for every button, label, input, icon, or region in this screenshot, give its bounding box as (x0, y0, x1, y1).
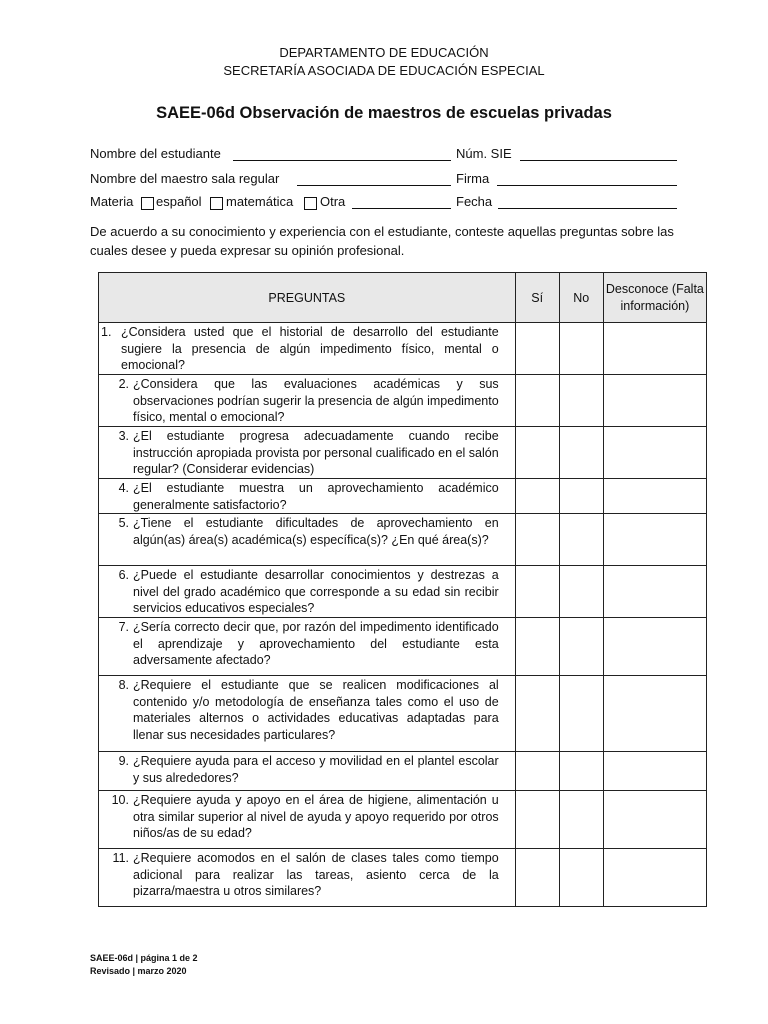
answer-yes-cell[interactable] (515, 375, 559, 427)
question-row (99, 427, 707, 479)
question-text: ¿Considera que las evaluaciones académicas y sus observaciones podrían sugerir la presencia de algún impedimento físico, mental o emocional? (133, 377, 499, 424)
signature-field[interactable] (497, 173, 677, 186)
spanish-checkbox[interactable] (141, 197, 154, 210)
answer-unknown-cell[interactable] (603, 566, 706, 618)
question-number: 6. (118, 568, 129, 582)
other-label: Otra (320, 194, 346, 209)
answer-yes-cell[interactable] (515, 618, 559, 676)
question-text: ¿Requiere ayuda y apoyo en el área de higiene, alimentación u otra similar superior al nivel de ayuda y apoyo requerido por otros niños/as de su edad? (133, 793, 499, 840)
question-number: 4. (118, 481, 129, 495)
date-field[interactable] (498, 196, 677, 209)
form-title: SAEE-06d Observación de maestros de escuelas privadas (156, 104, 612, 122)
question-text: ¿Considera usted que el historial de desarrollo del estudiante sugiere la presencia de algún impedimento físico, mental o emocional? (121, 325, 499, 372)
question-text: ¿Puede el estudiante desarrollar conocimientos y destrezas a nivel del grado académico que corresponde a su edad sin recibir servicios educativos especiales? (133, 568, 499, 615)
answer-yes-cell[interactable] (515, 791, 559, 849)
question-text: ¿El estudiante muestra un aprovechamiento académico generalmente satisfactorio? (133, 481, 499, 512)
subject-row (90, 194, 690, 212)
question-row (99, 375, 707, 427)
question-row (99, 676, 707, 752)
student-name-label: Nombre del estudiante (90, 146, 221, 161)
answer-unknown-cell[interactable] (603, 618, 706, 676)
question-cell (99, 618, 516, 676)
question-text: ¿El estudiante progresa adecuadamente cuando recibe instrucción apropiada provista por personal cualificado en el salón regular? (Considerar evidencias) (133, 429, 499, 476)
signature-label: Firma (456, 171, 490, 186)
question-row (99, 514, 707, 566)
department-heading: DEPARTAMENTO DE EDUCACIÓN (279, 45, 489, 60)
question-number: 1. (101, 325, 112, 339)
question-cell (99, 676, 516, 752)
math-label: matemática (226, 194, 294, 209)
question-cell (99, 375, 516, 427)
question-number: 10. (111, 793, 129, 807)
table-header-row (99, 273, 707, 323)
question-cell (99, 566, 516, 618)
question-cell (99, 323, 516, 375)
answer-no-cell[interactable] (559, 427, 603, 479)
question-row (99, 618, 707, 676)
teacher-name-field[interactable] (297, 173, 451, 186)
question-number: 11. (112, 851, 129, 865)
answer-no-cell[interactable] (559, 514, 603, 566)
question-text: ¿Requiere ayuda para el acceso y movilidad en el plantel escolar y sus alrededores? (133, 754, 499, 785)
question-number: 7. (118, 620, 129, 634)
answer-unknown-cell[interactable] (603, 676, 706, 752)
answer-unknown-cell[interactable] (603, 849, 706, 907)
footer-revised: Revisado | marzo 2020 (90, 966, 187, 976)
secretariat-heading: SECRETARÍA ASOCIADA DE EDUCACIÓN ESPECIAL (223, 63, 545, 78)
question-number: 2. (118, 377, 129, 391)
footer-page: SAEE-06d | página 1 de 2 (90, 953, 198, 963)
question-text: ¿Requiere acomodos en el salón de clases tales como tiempo adicional para realizar las tareas, asiento cerca de la pizarra/maestra u otros similares? (133, 851, 499, 898)
date-label: Fecha (456, 194, 493, 209)
question-number: 8. (118, 678, 129, 692)
answer-yes-cell[interactable] (515, 676, 559, 752)
question-number: 5. (118, 516, 129, 530)
question-row (99, 566, 707, 618)
student-name-field[interactable] (233, 148, 451, 161)
question-row (99, 849, 707, 907)
teacher-name-row (90, 171, 690, 189)
answer-no-cell[interactable] (559, 323, 603, 375)
question-row (99, 323, 707, 375)
question-row (99, 752, 707, 791)
answer-unknown-cell[interactable] (603, 427, 706, 479)
header-questions: PREGUNTAS (99, 273, 516, 323)
answer-no-cell[interactable] (559, 791, 603, 849)
questions-table (98, 272, 707, 907)
answer-unknown-cell[interactable] (603, 791, 706, 849)
answer-yes-cell[interactable] (515, 752, 559, 791)
question-cell (99, 479, 516, 514)
answer-yes-cell[interactable] (515, 479, 559, 514)
sie-number-label: Núm. SIE (456, 146, 512, 161)
answer-no-cell[interactable] (559, 618, 603, 676)
answer-unknown-cell[interactable] (603, 752, 706, 791)
answer-no-cell[interactable] (559, 375, 603, 427)
question-text: ¿Requiere el estudiante que se realicen modificaciones al contenido y/o metodología de enseñanza tales como el uso de materiales alternos o actividades educativas adaptadas para llenar sus necesidades particulares? (133, 678, 499, 742)
question-cell (99, 427, 516, 479)
question-cell (99, 514, 516, 566)
answer-no-cell[interactable] (559, 566, 603, 618)
header-yes: Sí (515, 273, 559, 323)
math-checkbox[interactable] (210, 197, 223, 210)
other-checkbox[interactable] (304, 197, 317, 210)
subject-label: Materia (90, 194, 134, 209)
sie-number-field[interactable] (520, 148, 677, 161)
answer-no-cell[interactable] (559, 479, 603, 514)
answer-unknown-cell[interactable] (603, 323, 706, 375)
question-row (99, 791, 707, 849)
answer-unknown-cell[interactable] (603, 514, 706, 566)
answer-no-cell[interactable] (559, 849, 603, 907)
question-text: ¿Sería correcto decir que, por razón del impedimento identificado el aprendizaje y aprovechamiento del estudiante esta adversamente afectado? (133, 620, 499, 667)
question-cell (99, 752, 516, 791)
question-cell (99, 849, 516, 907)
answer-yes-cell[interactable] (515, 566, 559, 618)
teacher-name-label: Nombre del maestro sala regular (90, 171, 280, 186)
answer-no-cell[interactable] (559, 752, 603, 791)
question-row (99, 479, 707, 514)
answer-unknown-cell[interactable] (603, 375, 706, 427)
instructions-paragraph: De acuerdo a su conocimiento y experiencia con el estudiante, conteste aquellas preguntas sobre las cuales desee y pueda expresar su opinión profesional. (90, 224, 674, 258)
answer-no-cell[interactable] (559, 676, 603, 752)
question-text: ¿Tiene el estudiante dificultades de aprovechamiento en algún(as) área(s) académica(s) específica(s)? ¿En qué área(s)? (133, 516, 499, 547)
answer-yes-cell[interactable] (515, 323, 559, 375)
answer-yes-cell[interactable] (515, 514, 559, 566)
student-name-row (90, 146, 690, 164)
answer-yes-cell[interactable] (515, 427, 559, 479)
question-number: 3. (118, 429, 129, 443)
spanish-label: español (156, 194, 202, 209)
answer-yes-cell[interactable] (515, 849, 559, 907)
header-no: No (559, 273, 603, 323)
question-number: 9. (118, 754, 129, 768)
question-cell (99, 791, 516, 849)
other-field[interactable] (352, 196, 451, 209)
header-unknown: Desconoce (Falta información) (603, 273, 706, 323)
answer-unknown-cell[interactable] (603, 479, 706, 514)
